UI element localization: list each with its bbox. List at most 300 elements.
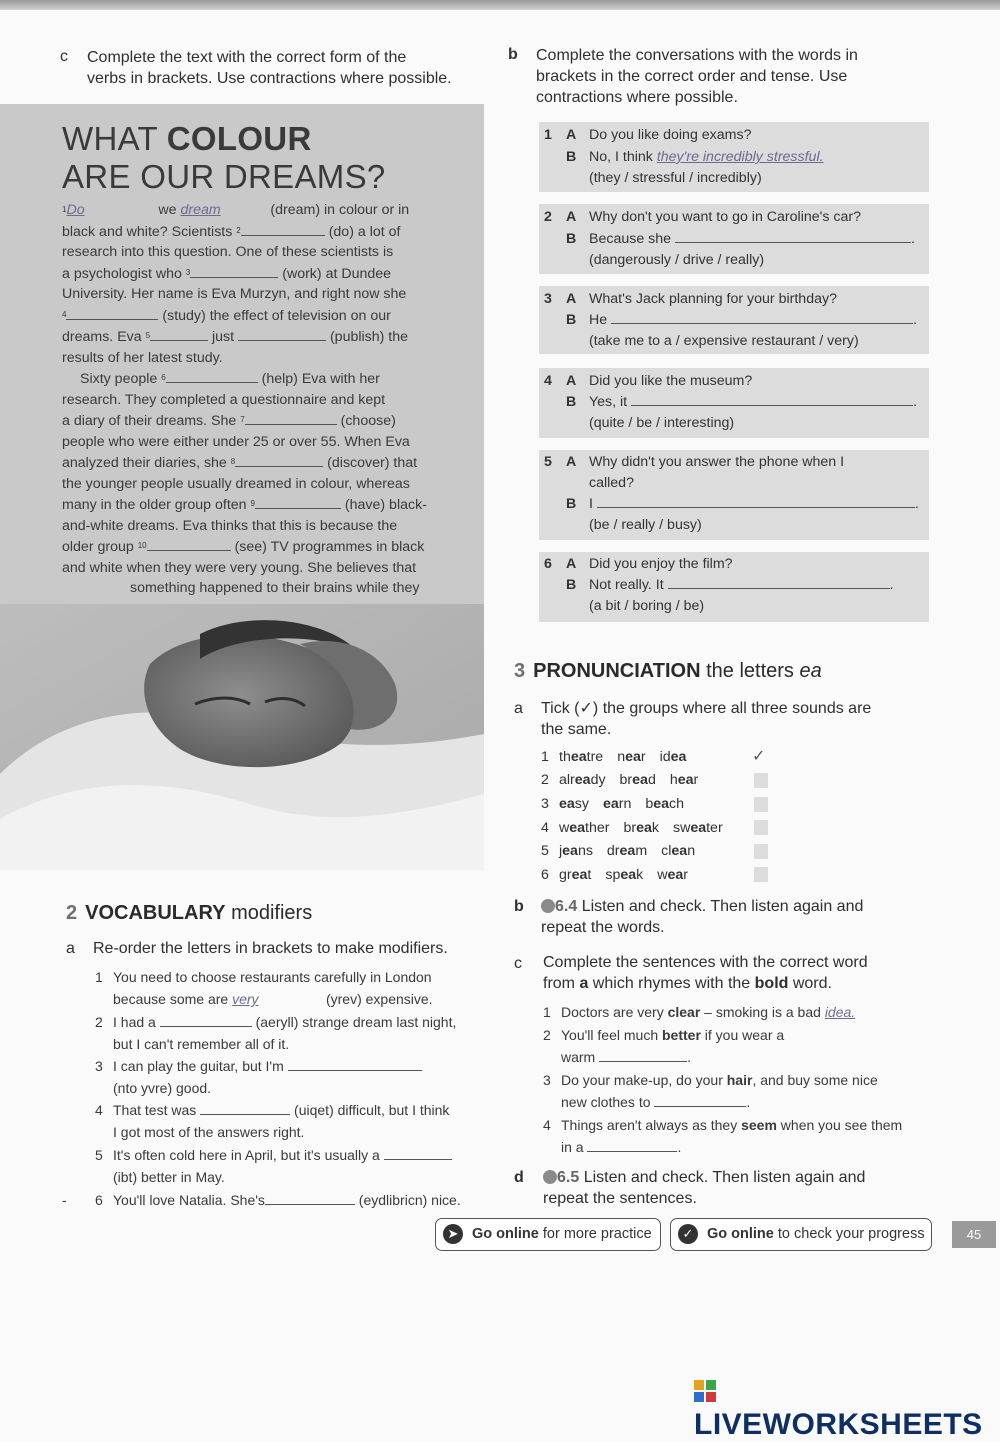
logo-text: LIVEWORKSHEETS <box>694 1408 983 1441</box>
word-part: n <box>617 749 626 765</box>
text: new clothes to <box>561 1094 655 1110</box>
button-label-bold: Go online <box>707 1226 774 1242</box>
word-part: sw <box>672 820 691 836</box>
full-stop: . <box>913 394 918 410</box>
text: analyzed their diaries, she <box>62 455 231 471</box>
example-answer: Do <box>66 202 85 218</box>
text: (publish) the <box>326 329 409 345</box>
story-line <box>62 348 464 369</box>
instruction-line: Listen and check. Then listen again and <box>579 1169 866 1186</box>
word-part: br <box>619 772 633 788</box>
text: (eydlibricn) nice. <box>354 1192 461 1208</box>
story-line <box>62 326 464 348</box>
answer-gap-2[interactable] <box>241 221 325 236</box>
line-b: Yes, it <box>589 394 632 410</box>
word-hint: (a bit / boring / be) <box>589 598 705 614</box>
item-number: 3 <box>541 796 549 812</box>
rhyme-item-3 <box>543 1069 943 1113</box>
text: older group <box>62 539 138 555</box>
pron-a-instruction <box>541 698 871 740</box>
dash-mark: - <box>62 1192 67 1208</box>
item-number: 3 <box>543 1072 551 1088</box>
item-number: 3 <box>95 1058 103 1074</box>
liveworksheets-logo-icon <box>694 1380 716 1402</box>
bold-word: clear <box>667 1004 701 1020</box>
answer-gap-vocab-5[interactable] <box>384 1145 452 1160</box>
item-number: 3 <box>544 291 552 307</box>
section-number: 3 <box>514 660 526 682</box>
text: , and buy some nice <box>752 1072 878 1088</box>
answer-gap-rhyme-2[interactable] <box>599 1047 687 1062</box>
bold-word: seem <box>741 1117 777 1133</box>
conversation-4 <box>539 368 929 438</box>
text: when you see them <box>776 1117 903 1133</box>
word <box>603 794 631 814</box>
conversations-instruction <box>536 45 936 108</box>
item-number: 1 <box>543 1004 551 1020</box>
title-line-2: ARE OUR DREAMS? <box>62 158 386 195</box>
gap-number: 8 <box>230 457 236 466</box>
section-title: VOCABULARY <box>85 902 226 924</box>
item-number: 6 <box>95 1192 103 1208</box>
speaker-b: B <box>566 312 577 328</box>
track-number: 6.5 <box>557 1169 580 1186</box>
text: (study) the effect of television on our <box>158 307 391 324</box>
speaker-b: B <box>566 231 577 247</box>
line-a: Why didn't you answer the phone when I <box>589 454 845 470</box>
text: Doctors are very <box>561 1004 668 1020</box>
pron-b-instruction <box>541 896 921 938</box>
ea-letters: ea <box>571 867 588 883</box>
text: (yrev) expensive. <box>322 991 433 1007</box>
word-part: ch <box>669 796 685 812</box>
answer-line-6[interactable] <box>668 575 890 589</box>
text-bold: bold <box>754 975 789 992</box>
exercise-letter-c: c <box>60 48 68 65</box>
text: You'll love Natalia. She's <box>113 1192 265 1208</box>
answer-gap-4[interactable] <box>66 305 158 320</box>
text: You need to choose restaurants carefully in London <box>113 969 432 985</box>
item-number: 5 <box>95 1147 103 1163</box>
exercise-letter-c-pron: c <box>514 955 522 972</box>
speaker-a: A <box>566 454 577 470</box>
word-part: gr <box>559 867 572 883</box>
text: You'll feel much <box>561 1027 662 1043</box>
text: (help) Eva with her <box>257 371 380 387</box>
text: I got most of the answers right. <box>113 1124 305 1140</box>
exercise-letter-b: b <box>508 46 518 63</box>
section-title: PRONUNCIATION <box>533 660 701 682</box>
word <box>660 747 687 767</box>
answer-gap-7[interactable] <box>245 410 337 425</box>
ea-letters: ea <box>690 820 707 836</box>
speaker-a: A <box>566 209 577 225</box>
story-line <box>62 558 464 579</box>
sleeping-man-photo <box>0 604 484 870</box>
story-line <box>62 578 464 599</box>
button-label-bold: Go online <box>472 1226 539 1242</box>
line-a: Why don't you want to go in Caroline's car? <box>589 209 861 225</box>
item-number: 5 <box>541 843 549 859</box>
text: something happened to their brains while they <box>130 580 420 596</box>
word-part: dr <box>606 843 620 859</box>
word-group-6 <box>541 865 702 885</box>
ea-letters: ea <box>569 820 586 836</box>
item-number: 2 <box>541 772 549 788</box>
text: (discover) that <box>323 455 418 471</box>
audio-icon[interactable] <box>541 899 555 913</box>
word-part: ns <box>577 843 593 859</box>
item-number: 4 <box>541 820 549 836</box>
word-part: ther <box>585 820 610 836</box>
story-line <box>62 452 464 474</box>
text: a psychologist who <box>62 265 186 282</box>
item-number: 1 <box>544 127 552 143</box>
text: research. They completed a questionnaire and kept <box>62 391 386 408</box>
ea-letters: ea <box>636 820 652 836</box>
gap-number: 2 <box>236 225 241 235</box>
word-part: tre <box>586 749 604 765</box>
answer-line-2[interactable] <box>675 229 911 243</box>
text: (see) TV programmes in black <box>230 539 425 555</box>
story-line <box>62 410 464 432</box>
instruction-line: contractions where possible. <box>536 89 738 106</box>
ea-letters: ea <box>620 867 637 883</box>
go-online-practice-button[interactable] <box>435 1218 661 1251</box>
text: I had a <box>113 1014 160 1030</box>
item-number: 5 <box>544 454 552 470</box>
word-part: br <box>623 820 637 836</box>
word <box>661 841 695 861</box>
answer-gap-rhyme-3[interactable] <box>654 1092 746 1107</box>
gap-number: 10 <box>137 541 147 550</box>
word-group-3 <box>541 794 698 814</box>
word <box>645 794 684 814</box>
word-hint: (dangerously / drive / really) <box>589 252 765 268</box>
reading-title <box>62 120 386 196</box>
cursor-icon: ➤ <box>443 1224 463 1244</box>
speaker-b: B <box>566 149 577 165</box>
word-group-1 <box>541 747 700 767</box>
ea-letters: ea <box>670 749 687 765</box>
section-subtitle: the letters <box>706 660 800 682</box>
word-part: r <box>693 772 699 788</box>
exercise-c-instruction <box>87 47 487 89</box>
full-stop: . <box>913 312 918 328</box>
page-top-edge <box>0 0 1000 10</box>
text: people who were either under 25 or over 55. When Eva <box>62 433 410 450</box>
answer-gap-vocab-3[interactable] <box>288 1056 422 1071</box>
word-part: b <box>645 796 654 812</box>
line-b: No, I think <box>589 149 657 165</box>
text: (do) a lot of <box>324 223 401 240</box>
bold-word: better <box>662 1027 701 1043</box>
word-part: t <box>587 867 592 883</box>
story-line <box>62 494 464 516</box>
item-number: 4 <box>543 1117 551 1133</box>
audio-icon[interactable] <box>543 1170 557 1184</box>
line-b: Because she <box>589 231 675 247</box>
word-part: th <box>559 749 571 765</box>
story-line <box>62 516 464 537</box>
instruction-line: Complete the conversations with the words in <box>536 47 858 64</box>
tick-box-5[interactable] <box>754 844 768 859</box>
example-answer: dream <box>180 202 221 218</box>
vocab-item-6 <box>95 1189 487 1211</box>
section-subtitle-italic: ea <box>799 660 822 682</box>
speaker-b: B <box>566 577 577 593</box>
go-online-progress-button[interactable] <box>670 1218 932 1251</box>
text: Things aren't always as they <box>561 1117 742 1133</box>
answer-gap-5a[interactable] <box>150 326 208 341</box>
speaker-a: A <box>566 291 577 307</box>
word-hint: (they / stressful / incredibly) <box>589 170 762 186</box>
word <box>620 770 656 790</box>
gap-number: 3 <box>185 267 191 277</box>
word <box>559 794 589 814</box>
tick-box-3[interactable] <box>754 797 768 812</box>
text: a diary of their dreams. She <box>62 413 241 429</box>
word-part: alr <box>559 772 575 788</box>
exercise-letter-b-pron: b <box>514 898 524 915</box>
story-line <box>62 474 464 495</box>
answer-line-3[interactable] <box>611 310 913 324</box>
answer-gap-5b[interactable] <box>238 326 326 341</box>
text: black and white? Scientists <box>62 223 237 240</box>
check-icon: ✓ <box>678 1224 698 1244</box>
answer-gap-vocab-2[interactable] <box>160 1012 252 1027</box>
exercise-letter-d: d <box>514 1169 524 1186</box>
word-part: d <box>647 772 656 788</box>
word <box>670 770 698 790</box>
word <box>657 865 688 885</box>
rhyme-item-4 <box>543 1114 943 1158</box>
word-part: n <box>687 843 696 859</box>
example-answer: very <box>232 991 259 1007</box>
text: That test was <box>113 1102 201 1118</box>
pron-d-instruction <box>543 1167 923 1209</box>
answer-gap-8[interactable] <box>235 452 323 467</box>
full-stop: . <box>677 1139 682 1155</box>
full-stop: . <box>687 1049 692 1065</box>
conversation-2 <box>539 204 929 274</box>
section-subtitle: modifiers <box>231 902 313 924</box>
page-number: 45 <box>952 1221 996 1248</box>
story-line <box>62 390 464 411</box>
word-part: k <box>651 820 659 836</box>
answer-line-5[interactable] <box>597 494 915 508</box>
word-part: ter <box>706 820 723 836</box>
item-number: 4 <box>544 373 552 389</box>
text: (dream) in colour or in <box>266 202 410 218</box>
answer-gap-10[interactable] <box>147 536 231 551</box>
tick-box-2[interactable] <box>754 773 768 788</box>
word-part: w <box>657 867 668 883</box>
ea-letters: ea <box>671 843 688 859</box>
reading-text <box>62 200 464 620</box>
speaker-b: B <box>566 394 577 410</box>
line-b: Not really. It <box>589 577 668 593</box>
text: we <box>154 202 181 218</box>
instruction-line: repeat the sentences. <box>543 1190 697 1207</box>
section-number: 2 <box>66 902 78 924</box>
story-line <box>62 368 464 390</box>
reading-panel <box>0 104 484 870</box>
gap-number: 4 <box>62 309 67 319</box>
ea-letters: ea <box>677 772 694 788</box>
line-b: I <box>589 496 597 512</box>
instruction-line: repeat the words. <box>541 919 665 936</box>
word-part: w <box>559 820 570 836</box>
word <box>617 747 645 767</box>
item-number: 6 <box>544 556 552 572</box>
instruction-line: Listen and check. Then listen again and <box>577 898 864 915</box>
ea-letters: ea <box>625 749 641 765</box>
instruction-line: the same. <box>541 721 612 738</box>
text: (have) black- <box>340 497 427 513</box>
full-stop: . <box>910 231 915 247</box>
word-part: sp <box>605 867 621 883</box>
speaker-a: A <box>566 127 577 143</box>
ea-letters: ea <box>574 772 591 788</box>
conversation-6 <box>539 552 929 622</box>
vocab-item-2 <box>95 1011 485 1055</box>
line-b: He <box>589 312 612 328</box>
answer-gap-rhyme-4[interactable] <box>587 1137 677 1152</box>
text: in a <box>561 1139 588 1155</box>
word-hint: (be / really / busy) <box>589 517 702 533</box>
word-group-2 <box>541 770 712 790</box>
instruction-line: verbs in brackets. Use contractions where possible. <box>87 70 452 87</box>
text: if you wear a <box>700 1027 785 1043</box>
text: Do your make-up, do your <box>561 1072 727 1088</box>
ea-letters: ea <box>602 796 619 812</box>
text: but I can't remember all of it. <box>113 1036 290 1052</box>
button-label: to check your progress <box>773 1226 925 1242</box>
button-label: for more practice <box>538 1226 652 1242</box>
gap-number: 5 <box>145 331 151 340</box>
word-part: r <box>683 867 688 883</box>
ea-letters: ea <box>570 749 587 765</box>
rhyme-item-1 <box>543 1001 943 1023</box>
line-a: Did you enjoy the film? <box>589 556 733 572</box>
line-a: Do you like doing exams? <box>589 127 752 143</box>
gap-number: 6 <box>161 373 166 382</box>
conversation-5 <box>539 450 929 540</box>
word-part: j <box>559 843 563 859</box>
exercise-letter-a: a <box>66 940 75 957</box>
word-part: cl <box>661 843 672 859</box>
text-bold: a <box>579 975 589 992</box>
story-line <box>62 263 464 285</box>
text: (aeryll) strange dream last night, <box>251 1014 457 1030</box>
example-answer: they're incredibly stressful. <box>656 149 824 165</box>
full-stop: . <box>889 577 894 593</box>
title-word: WHAT <box>62 120 167 157</box>
text: I can play the guitar, but I'm <box>113 1058 288 1074</box>
story-line <box>62 200 464 221</box>
tick-box-6[interactable] <box>754 867 768 882</box>
speaker-a: A <box>566 373 577 389</box>
word <box>559 865 591 885</box>
ea-letters: ea <box>559 796 575 812</box>
gap-number: 7 <box>240 415 245 424</box>
line-a-continued: called? <box>589 475 634 491</box>
word-hint: (quite / be / interesting) <box>589 415 735 431</box>
conversation-3 <box>539 286 929 354</box>
word-part: r <box>640 749 646 765</box>
pron-c-instruction <box>543 952 943 994</box>
word <box>673 818 723 838</box>
answer-gap-vocab-6[interactable] <box>265 1190 355 1205</box>
full-stop: . <box>746 1094 751 1110</box>
answer-line-4[interactable] <box>631 392 913 406</box>
vocab-item-4 <box>95 1099 485 1143</box>
answer-gap-6[interactable] <box>166 368 258 383</box>
rhyme-item-2 <box>543 1024 943 1068</box>
instruction-line: brackets in the correct order and tense. Use <box>536 68 848 85</box>
track-number: 6.4 <box>555 898 578 915</box>
gap-number: 9 <box>250 499 255 508</box>
item-number: 2 <box>544 209 552 225</box>
story-line <box>62 305 464 327</box>
word-group-4 <box>541 818 737 838</box>
gap-number: 1 <box>62 205 67 214</box>
vocab-instruction: Re-order the letters in brackets to make modifiers. <box>93 940 448 957</box>
word-part: sy <box>574 796 589 812</box>
story-line <box>62 221 464 243</box>
text: – smoking is a bad <box>700 1004 825 1020</box>
text: (choose) <box>336 413 396 429</box>
vocab-item-3 <box>95 1055 485 1099</box>
tick-mark: ✓ <box>752 748 766 765</box>
text: because some are <box>113 991 233 1007</box>
conversation-1 <box>539 122 929 192</box>
vocab-item-5 <box>95 1144 487 1188</box>
text: just <box>208 329 239 345</box>
item-number: 6 <box>541 867 549 883</box>
answer-gap-vocab-4[interactable] <box>200 1100 290 1115</box>
text: from <box>543 975 580 992</box>
bold-word: hair <box>726 1072 753 1088</box>
story-line <box>62 242 464 263</box>
text: results of her latest study. <box>62 349 223 366</box>
item-number: 2 <box>543 1027 551 1043</box>
text: Sixty people <box>80 371 162 387</box>
line-a: What's Jack planning for your birthday? <box>589 291 837 307</box>
word <box>605 865 643 885</box>
text: warm <box>561 1049 600 1065</box>
word-hint: (take me to a / expensive restaurant / very) <box>589 333 859 349</box>
instruction-line: Tick (✓) the groups where all three sounds are <box>541 700 872 717</box>
pronunciation-heading <box>514 660 822 683</box>
story-line <box>62 432 464 453</box>
story-line <box>62 536 464 558</box>
ea-letters: ea <box>619 843 636 859</box>
answer-gap-3[interactable] <box>190 263 278 278</box>
word <box>607 841 647 861</box>
answer-gap-9[interactable] <box>255 494 341 509</box>
tick-box-4[interactable] <box>754 820 768 835</box>
text: (work) at Dundee <box>278 265 392 282</box>
item-number: 2 <box>95 1014 103 1030</box>
word-part: k <box>636 867 644 883</box>
text: many in the older group often <box>62 497 251 513</box>
text: (uiqet) difficult, but I think <box>290 1102 450 1118</box>
exercise-letter-a-pron: a <box>514 700 523 717</box>
word <box>559 841 593 861</box>
instruction-line: Complete the text with the correct form of the <box>87 49 407 66</box>
